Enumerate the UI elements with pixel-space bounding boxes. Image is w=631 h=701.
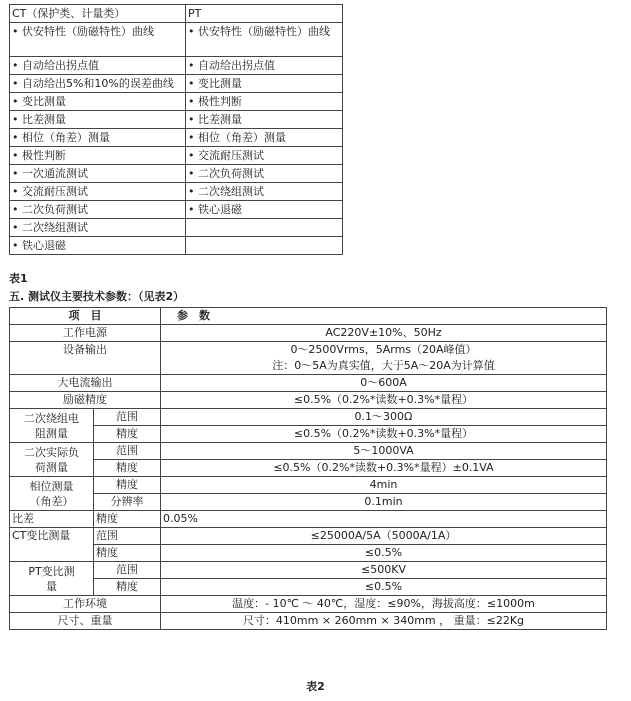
table-cell: • 变比测量	[10, 93, 186, 111]
row-label: 二次实际负荷测量	[10, 443, 94, 477]
ct-ratio-label: CT变比测量	[12, 529, 71, 542]
table-cell: • 伏安特性（励磁特性）曲线	[10, 23, 186, 57]
sub-label: 范围	[94, 528, 161, 545]
table-row	[10, 528, 607, 545]
header-param: 参 数	[161, 308, 607, 325]
table-cell: • 交流耐压测试	[186, 147, 343, 165]
row-value: 0.1～300Ω	[161, 409, 607, 426]
table-2-header-row	[10, 308, 607, 325]
table-cell: • 相位（角差）测量	[10, 129, 186, 147]
table-cell: • 自动给出拐点值	[10, 57, 186, 75]
table-cell: • 变比测量	[186, 75, 343, 93]
sub-label: 精度	[94, 460, 161, 477]
row-label: 工作电源	[10, 325, 161, 342]
row-value: 5～1000VA	[161, 443, 607, 460]
table-2-caption: 表2	[306, 680, 325, 693]
table-row	[10, 129, 343, 147]
row-label: 大电流输出	[10, 375, 161, 392]
table-cell: • 二次绕组测试	[186, 183, 343, 201]
sub-label: 分辨率	[94, 494, 161, 511]
table-cell: • 二次负荷测试	[10, 201, 186, 219]
table-row	[10, 23, 343, 57]
device-output-line-1: 0～2500Vrms，5Arms（20A峰值）	[290, 343, 477, 356]
table-row	[10, 375, 607, 392]
section-title: 五. 测试仪主要技术参数：（见表2）	[9, 290, 185, 303]
table-row	[10, 201, 343, 219]
table-row	[10, 409, 607, 426]
row-value: ≤25000A/5A（5000A/1A）	[161, 528, 607, 545]
table-row	[10, 426, 607, 443]
table-row	[10, 545, 607, 562]
table-row	[10, 325, 607, 342]
table-1-caption: 表1	[9, 272, 28, 285]
table-row	[10, 147, 343, 165]
row-value: 温度：- 10℃ ～ 40℃，湿度：≤90%，海拔高度：≤1000m	[161, 596, 607, 613]
row-label: PT变比测量	[10, 562, 94, 596]
table-row	[10, 219, 343, 237]
table-row	[10, 596, 607, 613]
table-1-header-ct: CT（保护类、计量类）	[10, 5, 186, 23]
table-cell	[186, 219, 343, 237]
table-cell: • 交流耐压测试	[10, 183, 186, 201]
row-value	[161, 342, 607, 375]
table-cell: • 铁心退磁	[186, 201, 343, 219]
table-cell: • 二次负荷测试	[186, 165, 343, 183]
table-cell: • 自动给出拐点值	[186, 57, 343, 75]
row-label	[10, 528, 94, 562]
row-label: 相位测量（角差）	[10, 477, 94, 511]
table-row	[10, 392, 607, 409]
table-cell: • 伏安特性（励磁特性）曲线	[186, 23, 343, 57]
table-row	[10, 237, 343, 255]
row-label: 励磁精度	[10, 392, 161, 409]
table-cell: • 二次绕组测试	[10, 219, 186, 237]
row-value: 4min	[161, 477, 607, 494]
row-label: 比差	[10, 511, 94, 528]
sub-label: 范围	[94, 562, 161, 579]
sub-label: 精度	[94, 477, 161, 494]
row-label: 二次绕组电阻测量	[10, 409, 94, 443]
table-row	[10, 57, 343, 75]
sub-label: 精度	[94, 426, 161, 443]
table-row	[10, 460, 607, 477]
row-value: ≤0.5%（0.2%*读数+0.3%*量程）	[161, 426, 607, 443]
table-cell: • 极性判断	[186, 93, 343, 111]
table-1-header-pt: PT	[186, 5, 343, 23]
table-row	[10, 511, 607, 528]
table-row	[10, 342, 607, 375]
table-row	[10, 613, 607, 630]
row-value: 尺寸：410mm × 260mm × 340mm ， 重量：≤22Kg	[161, 613, 607, 630]
sub-label: 精度	[94, 511, 161, 528]
device-output-note: 注：0～5A为真实值，大于5A～20A为计算值	[272, 359, 495, 372]
row-label: 工作环境	[10, 596, 161, 613]
header-item: 项 目	[10, 308, 161, 325]
row-value: 0.1min	[161, 494, 607, 511]
table-cell: • 铁心退磁	[10, 237, 186, 255]
row-label: 设备输出	[10, 342, 161, 375]
table-cell: • 极性判断	[10, 147, 186, 165]
table-row	[10, 477, 607, 494]
table-cell: • 相位（角差）测量	[186, 129, 343, 147]
table-cell: • 一次通流测试	[10, 165, 186, 183]
table-row	[10, 75, 343, 93]
table-1-header-row	[10, 5, 343, 23]
table-row	[10, 93, 343, 111]
sub-label: 范围	[94, 409, 161, 426]
table-row	[10, 443, 607, 460]
table-row	[10, 494, 607, 511]
table-1	[9, 4, 343, 255]
sub-label: 范围	[94, 443, 161, 460]
row-value: ≤0.5%	[161, 579, 607, 596]
table-cell: • 自动给出5%和10%的误差曲线	[10, 75, 186, 93]
row-value: ≤0.5%（0.2%*读数+0.3%*量程）±0.1VA	[161, 460, 607, 477]
row-value: AC220V±10%、50Hz	[161, 325, 607, 342]
row-value: ≤500KV	[161, 562, 607, 579]
row-value: ≤0.5%	[161, 545, 607, 562]
table-row	[10, 111, 343, 129]
table-row	[10, 562, 607, 579]
table-row	[10, 579, 607, 596]
table-row	[10, 183, 343, 201]
table-cell: • 比差测量	[10, 111, 186, 129]
row-value: 0.05%	[161, 511, 607, 528]
sub-label: 精度	[94, 545, 161, 562]
row-value: 0～600A	[161, 375, 607, 392]
row-label: 尺寸、重量	[10, 613, 161, 630]
table-row	[10, 165, 343, 183]
row-value: ≤0.5%（0.2%*读数+0.3%*量程）	[161, 392, 607, 409]
table-cell: • 比差测量	[186, 111, 343, 129]
table-cell	[186, 237, 343, 255]
table-2	[9, 307, 607, 630]
sub-label: 精度	[94, 579, 161, 596]
